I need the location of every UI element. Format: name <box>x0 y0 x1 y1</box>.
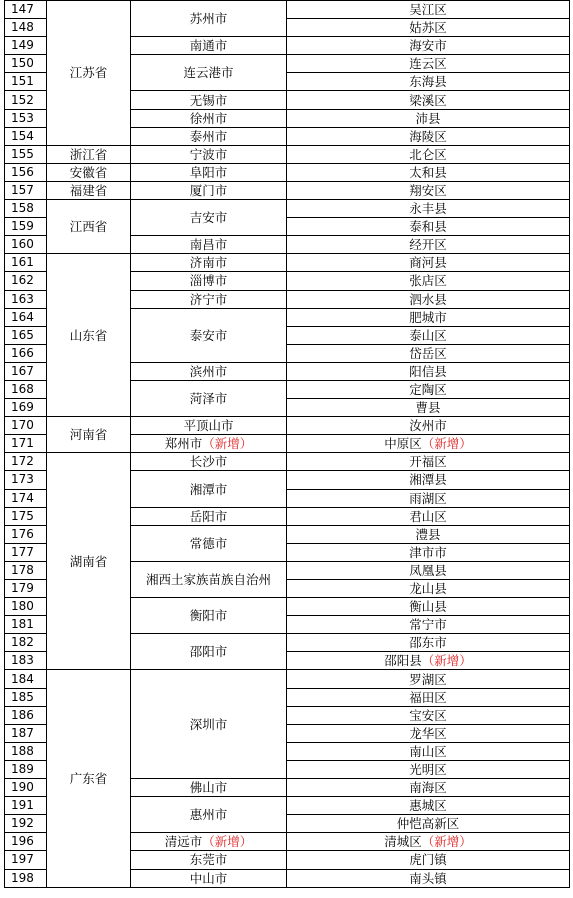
province-cell: 广东省 <box>47 670 131 887</box>
row-number: 154 <box>5 127 47 145</box>
city-cell: 衡阳市 <box>131 598 287 634</box>
district-cell: 商河县 <box>287 254 570 272</box>
city-cell: 无锡市 <box>131 91 287 109</box>
row-number: 163 <box>5 290 47 308</box>
city-cell: 南昌市 <box>131 236 287 254</box>
province-cell: 江西省 <box>47 200 131 254</box>
row-number: 170 <box>5 417 47 435</box>
district-cell: 澧县 <box>287 525 570 543</box>
row-number: 164 <box>5 308 47 326</box>
district-cell: 南山区 <box>287 742 570 760</box>
row-number: 198 <box>5 869 47 887</box>
district-cell: 北仑区 <box>287 145 570 163</box>
district-cell: 岱岳区 <box>287 344 570 362</box>
city-cell: 惠州市 <box>131 797 287 833</box>
district-cell: 海安市 <box>287 37 570 55</box>
row-number: 172 <box>5 453 47 471</box>
row-number: 162 <box>5 272 47 290</box>
district-cell: 开福区 <box>287 453 570 471</box>
row-number: 157 <box>5 181 47 199</box>
district-cell <box>287 435 570 453</box>
district-cell: 罗湖区 <box>287 670 570 688</box>
table-row <box>5 200 570 218</box>
district-cell: 张店区 <box>287 272 570 290</box>
row-number: 161 <box>5 254 47 272</box>
district-cell: 经开区 <box>287 236 570 254</box>
district-cell: 泰山区 <box>287 326 570 344</box>
row-number: 166 <box>5 344 47 362</box>
row-number: 151 <box>5 73 47 91</box>
new-tag: （新增） <box>202 436 253 452</box>
district-cell: 肥城市 <box>287 308 570 326</box>
row-number: 196 <box>5 833 47 851</box>
district-cell: 汝州市 <box>287 417 570 435</box>
city-cell: 湘西土家族苗族自治州 <box>131 561 287 597</box>
district-cell: 泰和县 <box>287 218 570 236</box>
city-cell: 平顶山市 <box>131 417 287 435</box>
row-number: 181 <box>5 616 47 634</box>
district-cell: 凤凰县 <box>287 561 570 579</box>
new-tag: （新增） <box>421 436 472 452</box>
row-number: 174 <box>5 489 47 507</box>
table-row <box>5 453 570 471</box>
row-number: 177 <box>5 543 47 561</box>
district-cell: 泗水县 <box>287 290 570 308</box>
row-number: 156 <box>5 163 47 181</box>
province-cell: 福建省 <box>47 181 131 199</box>
row-number: 190 <box>5 779 47 797</box>
district-cell: 定陶区 <box>287 380 570 398</box>
row-number: 168 <box>5 380 47 398</box>
province-cell: 河南省 <box>47 417 131 453</box>
district-cell: 吴江区 <box>287 1 570 19</box>
table-row <box>5 417 570 435</box>
city-cell: 济南市 <box>131 254 287 272</box>
city-cell: 泰州市 <box>131 127 287 145</box>
row-number: 148 <box>5 19 47 37</box>
district-cell: 邵东市 <box>287 634 570 652</box>
city-cell: 岳阳市 <box>131 507 287 525</box>
district-cell: 仲恺高新区 <box>287 815 570 833</box>
district-cell: 阳信县 <box>287 362 570 380</box>
district-name: 清城区 <box>384 834 422 850</box>
table-row <box>5 1 570 19</box>
district-cell: 海陵区 <box>287 127 570 145</box>
district-cell: 衡山县 <box>287 598 570 616</box>
district-cell: 南头镇 <box>287 869 570 887</box>
province-cell: 浙江省 <box>47 145 131 163</box>
row-number: 176 <box>5 525 47 543</box>
district-cell: 君山区 <box>287 507 570 525</box>
city-cell: 长沙市 <box>131 453 287 471</box>
district-cell <box>287 652 570 670</box>
city-name: 清远市 <box>164 834 203 850</box>
district-cell: 惠城区 <box>287 797 570 815</box>
city-cell: 吉安市 <box>131 200 287 236</box>
row-number: 192 <box>5 815 47 833</box>
district-cell: 太和县 <box>287 163 570 181</box>
row-number: 189 <box>5 760 47 778</box>
city-cell: 菏泽市 <box>131 380 287 416</box>
row-number: 169 <box>5 399 47 417</box>
city-cell: 宁波市 <box>131 145 287 163</box>
new-tag: （新增） <box>202 834 253 850</box>
new-tag: （新增） <box>421 653 472 669</box>
row-number: 185 <box>5 688 47 706</box>
district-name: 邵阳县 <box>384 653 422 669</box>
row-number: 171 <box>5 435 47 453</box>
city-cell: 厦门市 <box>131 181 287 199</box>
district-cell: 翔安区 <box>287 181 570 199</box>
row-number: 160 <box>5 236 47 254</box>
city-cell: 徐州市 <box>131 109 287 127</box>
row-number: 149 <box>5 37 47 55</box>
row-number: 187 <box>5 724 47 742</box>
row-number: 165 <box>5 326 47 344</box>
district-cell: 龙山县 <box>287 580 570 598</box>
district-cell: 雨湖区 <box>287 489 570 507</box>
district-name: 中原区 <box>384 436 422 452</box>
city-cell <box>131 435 287 453</box>
row-number: 173 <box>5 471 47 489</box>
city-cell: 连云港市 <box>131 55 287 91</box>
row-number: 155 <box>5 145 47 163</box>
new-tag: （新增） <box>421 834 472 850</box>
city-cell: 佛山市 <box>131 779 287 797</box>
district-cell: 虎门镇 <box>287 851 570 869</box>
row-number: 186 <box>5 706 47 724</box>
district-cell: 光明区 <box>287 760 570 778</box>
city-cell: 济宁市 <box>131 290 287 308</box>
row-number: 180 <box>5 598 47 616</box>
city-cell: 常德市 <box>131 525 287 561</box>
district-cell: 湘潭县 <box>287 471 570 489</box>
row-number: 191 <box>5 797 47 815</box>
district-cell: 常宁市 <box>287 616 570 634</box>
province-cell: 湖南省 <box>47 453 131 670</box>
row-number: 167 <box>5 362 47 380</box>
city-cell: 淄博市 <box>131 272 287 290</box>
city-cell: 邵阳市 <box>131 634 287 670</box>
table-row <box>5 145 570 163</box>
district-cell: 南海区 <box>287 779 570 797</box>
city-cell: 苏州市 <box>131 1 287 37</box>
province-cell: 安徽省 <box>47 163 131 181</box>
district-cell: 连云区 <box>287 55 570 73</box>
row-number: 152 <box>5 91 47 109</box>
district-cell: 梁溪区 <box>287 91 570 109</box>
district-cell: 沛县 <box>287 109 570 127</box>
table-row <box>5 181 570 199</box>
city-cell: 深圳市 <box>131 670 287 779</box>
district-cell: 津市市 <box>287 543 570 561</box>
row-number: 184 <box>5 670 47 688</box>
row-number: 197 <box>5 851 47 869</box>
district-cell: 福田区 <box>287 688 570 706</box>
row-number: 188 <box>5 742 47 760</box>
city-cell: 泰安市 <box>131 308 287 362</box>
district-cell <box>287 833 570 851</box>
row-number: 150 <box>5 55 47 73</box>
city-cell: 阜阳市 <box>131 163 287 181</box>
row-number: 178 <box>5 561 47 579</box>
province-cell: 山东省 <box>47 254 131 417</box>
row-number: 182 <box>5 634 47 652</box>
district-cell: 宝安区 <box>287 706 570 724</box>
district-cell: 龙华区 <box>287 724 570 742</box>
city-cell <box>131 833 287 851</box>
row-number: 183 <box>5 652 47 670</box>
table-row <box>5 254 570 272</box>
city-cell: 中山市 <box>131 869 287 887</box>
pilot-area-table <box>4 0 570 888</box>
row-number: 158 <box>5 200 47 218</box>
city-cell: 东莞市 <box>131 851 287 869</box>
row-number: 147 <box>5 1 47 19</box>
province-cell: 江苏省 <box>47 1 131 146</box>
district-cell: 曹县 <box>287 399 570 417</box>
row-number: 179 <box>5 580 47 598</box>
table-row <box>5 670 570 688</box>
city-cell: 滨州市 <box>131 362 287 380</box>
district-cell: 东海县 <box>287 73 570 91</box>
row-number: 153 <box>5 109 47 127</box>
city-name: 郑州市 <box>164 436 203 452</box>
row-number: 175 <box>5 507 47 525</box>
row-number: 159 <box>5 218 47 236</box>
table-row <box>5 163 570 181</box>
district-cell: 永丰县 <box>287 200 570 218</box>
district-cell: 姑苏区 <box>287 19 570 37</box>
city-cell: 湘潭市 <box>131 471 287 507</box>
city-cell: 南通市 <box>131 37 287 55</box>
